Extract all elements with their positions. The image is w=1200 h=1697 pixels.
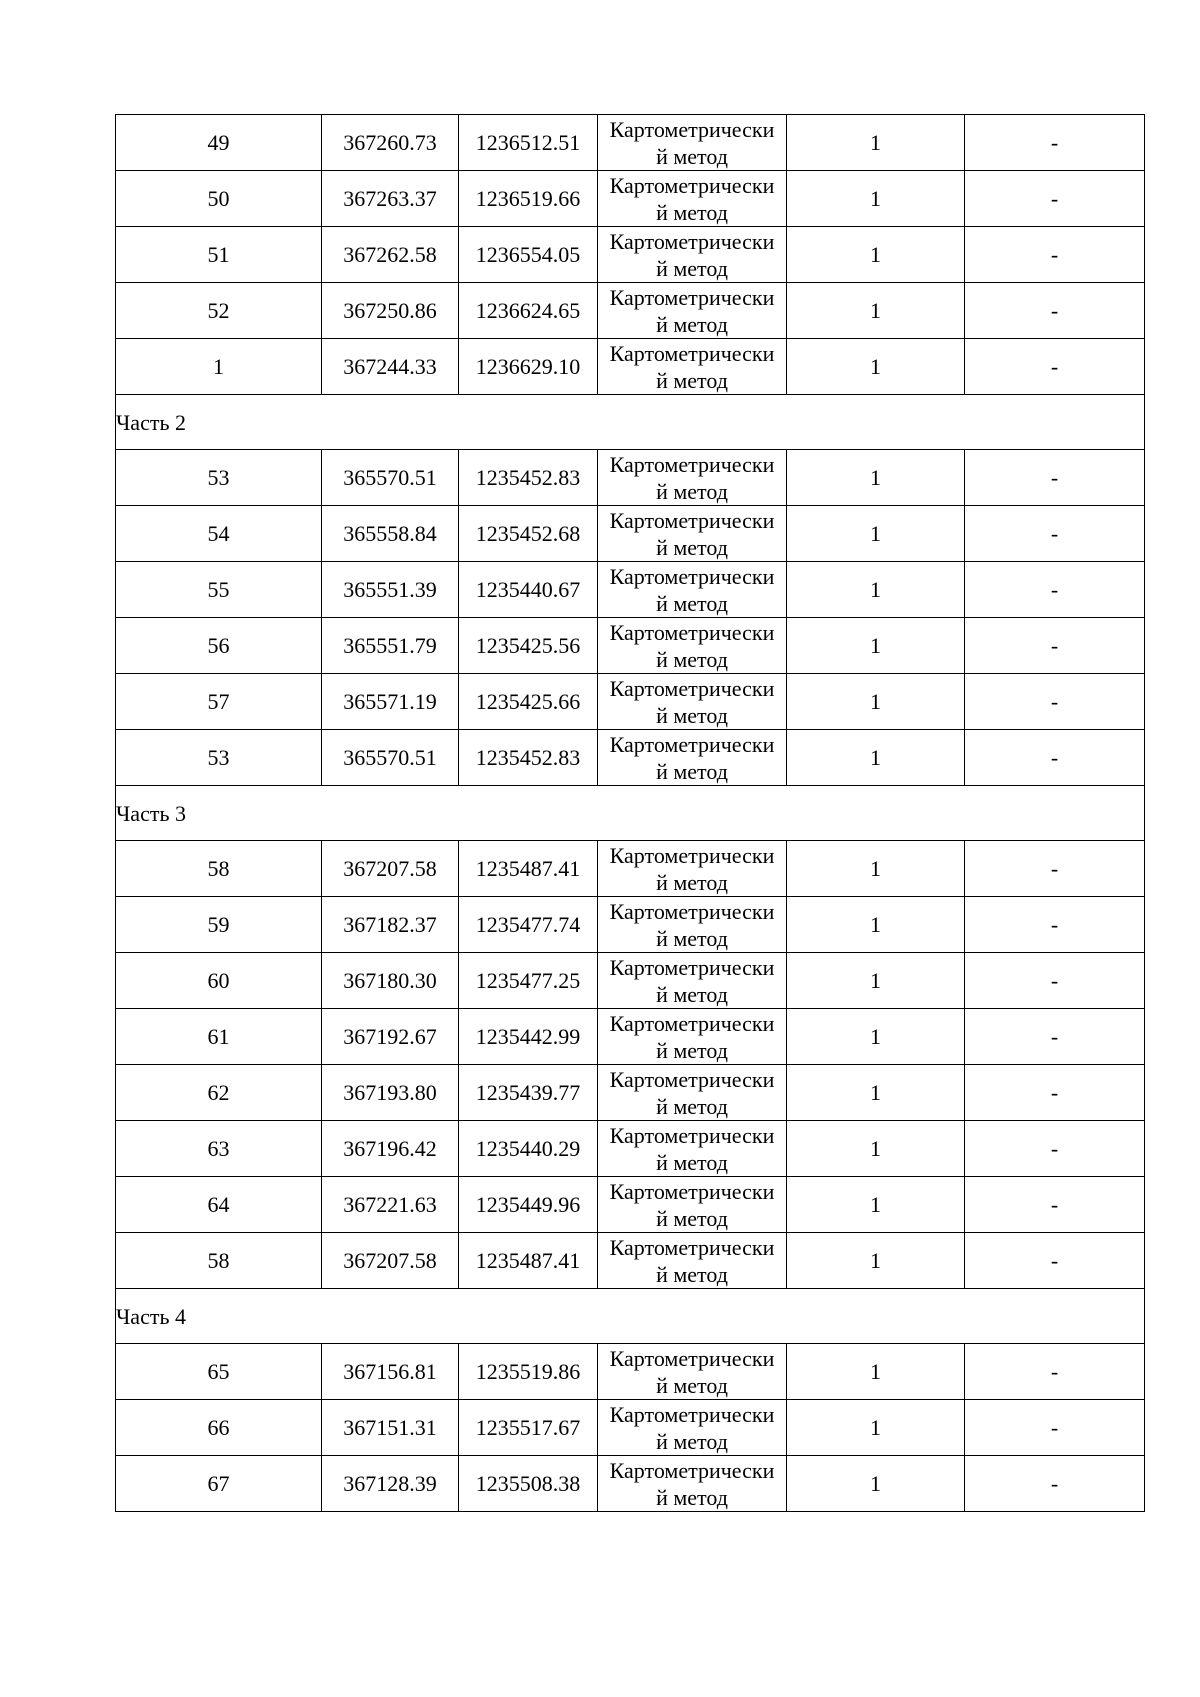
method-cell xyxy=(598,506,787,562)
description-cell: - xyxy=(965,897,1145,953)
table-row xyxy=(116,450,1145,506)
accuracy-cell: 1 xyxy=(787,953,965,1009)
accuracy-cell: 1 xyxy=(787,897,965,953)
table-row xyxy=(116,171,1145,227)
x-coordinate-cell: 367128.39 xyxy=(322,1456,459,1512)
method-cell xyxy=(598,450,787,506)
x-coordinate-cell: 367260.73 xyxy=(322,115,459,171)
method-text-line-1: Картометрически xyxy=(609,1011,775,1036)
method-text-line-2: й метод xyxy=(656,312,728,337)
section-label: Часть 4 xyxy=(116,1289,1145,1344)
method-text-line-2: й метод xyxy=(656,144,728,169)
point-number-cell: 67 xyxy=(116,1456,322,1512)
method-text-line-2: й метод xyxy=(656,1038,728,1063)
method-cell xyxy=(598,339,787,395)
method-cell xyxy=(598,618,787,674)
section-header-row xyxy=(116,786,1145,841)
description-cell: - xyxy=(965,227,1145,283)
method-text-line-1: Картометрически xyxy=(609,620,775,645)
description-cell: - xyxy=(965,1065,1145,1121)
method-cell xyxy=(598,171,787,227)
y-coordinate-cell: 1235425.66 xyxy=(459,674,598,730)
y-coordinate-cell: 1236624.65 xyxy=(459,283,598,339)
x-coordinate-cell: 367207.58 xyxy=(322,841,459,897)
y-coordinate-cell: 1235477.25 xyxy=(459,953,598,1009)
y-coordinate-cell: 1236519.66 xyxy=(459,171,598,227)
method-text-line-1: Картометрически xyxy=(609,1235,775,1260)
x-coordinate-cell: 367244.33 xyxy=(322,339,459,395)
point-number-cell: 53 xyxy=(116,450,322,506)
description-cell: - xyxy=(965,1344,1145,1400)
point-number-cell: 58 xyxy=(116,1233,322,1289)
table-row xyxy=(116,562,1145,618)
x-coordinate-cell: 367193.80 xyxy=(322,1065,459,1121)
y-coordinate-cell: 1235452.83 xyxy=(459,730,598,786)
table-row xyxy=(116,618,1145,674)
accuracy-cell: 1 xyxy=(787,1233,965,1289)
accuracy-cell: 1 xyxy=(787,1344,965,1400)
point-number-cell: 63 xyxy=(116,1121,322,1177)
y-coordinate-cell: 1235487.41 xyxy=(459,1233,598,1289)
method-text-line-2: й метод xyxy=(656,200,728,225)
table-row xyxy=(116,115,1145,171)
point-number-cell: 1 xyxy=(116,339,322,395)
method-text-line-2: й метод xyxy=(656,1150,728,1175)
section-header-row xyxy=(116,395,1145,450)
accuracy-cell: 1 xyxy=(787,1456,965,1512)
accuracy-cell: 1 xyxy=(787,450,965,506)
table-row xyxy=(116,506,1145,562)
method-cell xyxy=(598,1344,787,1400)
accuracy-cell: 1 xyxy=(787,339,965,395)
method-text-line-1: Картометрически xyxy=(609,341,775,366)
description-cell: - xyxy=(965,450,1145,506)
x-coordinate-cell: 367263.37 xyxy=(322,171,459,227)
method-text-line-2: й метод xyxy=(656,1373,728,1398)
x-coordinate-cell: 365551.39 xyxy=(322,562,459,618)
point-number-cell: 65 xyxy=(116,1344,322,1400)
method-cell xyxy=(598,1009,787,1065)
table-row xyxy=(116,1456,1145,1512)
method-text-line-1: Картометрически xyxy=(609,1123,775,1148)
description-cell: - xyxy=(965,339,1145,395)
table-row xyxy=(116,1065,1145,1121)
point-number-cell: 51 xyxy=(116,227,322,283)
x-coordinate-cell: 365570.51 xyxy=(322,730,459,786)
method-cell xyxy=(598,1177,787,1233)
method-text-line-2: й метод xyxy=(656,1429,728,1454)
accuracy-cell: 1 xyxy=(787,730,965,786)
description-cell: - xyxy=(965,115,1145,171)
method-text-line-2: й метод xyxy=(656,1206,728,1231)
x-coordinate-cell: 367151.31 xyxy=(322,1400,459,1456)
table-row xyxy=(116,1121,1145,1177)
method-text-line-2: й метод xyxy=(656,535,728,560)
method-text-line-1: Картометрически xyxy=(609,955,775,980)
method-cell xyxy=(598,897,787,953)
description-cell: - xyxy=(965,953,1145,1009)
method-cell xyxy=(598,227,787,283)
y-coordinate-cell: 1235517.67 xyxy=(459,1400,598,1456)
description-cell: - xyxy=(965,1456,1145,1512)
method-text-line-1: Картометрически xyxy=(609,1346,775,1371)
point-number-cell: 61 xyxy=(116,1009,322,1065)
table-row xyxy=(116,339,1145,395)
method-cell xyxy=(598,1121,787,1177)
table-row xyxy=(116,227,1145,283)
method-cell xyxy=(598,953,787,1009)
table-row xyxy=(116,1400,1145,1456)
description-cell: - xyxy=(965,562,1145,618)
point-number-cell: 62 xyxy=(116,1065,322,1121)
method-cell xyxy=(598,283,787,339)
section-header-row xyxy=(116,1289,1145,1344)
x-coordinate-cell: 365558.84 xyxy=(322,506,459,562)
method-text-line-2: й метод xyxy=(656,368,728,393)
point-number-cell: 54 xyxy=(116,506,322,562)
point-number-cell: 60 xyxy=(116,953,322,1009)
table-row xyxy=(116,1177,1145,1233)
method-text-line-1: Картометрически xyxy=(609,1179,775,1204)
table-row xyxy=(116,1233,1145,1289)
point-number-cell: 56 xyxy=(116,618,322,674)
method-text-line-1: Картометрически xyxy=(609,1458,775,1483)
x-coordinate-cell: 367221.63 xyxy=(322,1177,459,1233)
y-coordinate-cell: 1235452.83 xyxy=(459,450,598,506)
method-text-line-1: Картометрически xyxy=(609,1067,775,1092)
coordinates-table xyxy=(115,114,1145,1512)
accuracy-cell: 1 xyxy=(787,1009,965,1065)
x-coordinate-cell: 367250.86 xyxy=(322,283,459,339)
y-coordinate-cell: 1235452.68 xyxy=(459,506,598,562)
method-cell xyxy=(598,562,787,618)
accuracy-cell: 1 xyxy=(787,1177,965,1233)
method-text-line-2: й метод xyxy=(656,591,728,616)
method-text-line-1: Картометрически xyxy=(609,229,775,254)
y-coordinate-cell: 1236629.10 xyxy=(459,339,598,395)
y-coordinate-cell: 1235442.99 xyxy=(459,1009,598,1065)
accuracy-cell: 1 xyxy=(787,506,965,562)
method-text-line-2: й метод xyxy=(656,703,728,728)
description-cell: - xyxy=(965,674,1145,730)
method-text-line-2: й метод xyxy=(656,1262,728,1287)
method-text-line-1: Картометрически xyxy=(609,1402,775,1427)
table-row xyxy=(116,1009,1145,1065)
point-number-cell: 57 xyxy=(116,674,322,730)
method-text-line-2: й метод xyxy=(656,1094,728,1119)
point-number-cell: 64 xyxy=(116,1177,322,1233)
method-cell xyxy=(598,1400,787,1456)
method-text-line-1: Картометрически xyxy=(609,676,775,701)
description-cell: - xyxy=(965,1121,1145,1177)
method-text-line-1: Картометрически xyxy=(609,117,775,142)
method-text-line-1: Картометрически xyxy=(609,285,775,310)
method-text-line-1: Картометрически xyxy=(609,508,775,533)
x-coordinate-cell: 367182.37 xyxy=(322,897,459,953)
table-row xyxy=(116,897,1145,953)
method-cell xyxy=(598,730,787,786)
x-coordinate-cell: 365571.19 xyxy=(322,674,459,730)
coordinates-table-body xyxy=(116,115,1145,1512)
accuracy-cell: 1 xyxy=(787,674,965,730)
y-coordinate-cell: 1236554.05 xyxy=(459,227,598,283)
method-text-line-2: й метод xyxy=(656,926,728,951)
description-cell: - xyxy=(965,506,1145,562)
y-coordinate-cell: 1235440.67 xyxy=(459,562,598,618)
y-coordinate-cell: 1235440.29 xyxy=(459,1121,598,1177)
method-text-line-1: Картометрически xyxy=(609,732,775,757)
method-cell xyxy=(598,1233,787,1289)
x-coordinate-cell: 367262.58 xyxy=(322,227,459,283)
accuracy-cell: 1 xyxy=(787,562,965,618)
accuracy-cell: 1 xyxy=(787,171,965,227)
description-cell: - xyxy=(965,1400,1145,1456)
x-coordinate-cell: 367156.81 xyxy=(322,1344,459,1400)
x-coordinate-cell: 367207.58 xyxy=(322,1233,459,1289)
y-coordinate-cell: 1235487.41 xyxy=(459,841,598,897)
accuracy-cell: 1 xyxy=(787,227,965,283)
method-text-line-1: Картометрически xyxy=(609,564,775,589)
method-text-line-2: й метод xyxy=(656,982,728,1007)
method-text-line-1: Картометрически xyxy=(609,899,775,924)
method-cell xyxy=(598,674,787,730)
point-number-cell: 53 xyxy=(116,730,322,786)
table-row xyxy=(116,674,1145,730)
y-coordinate-cell: 1235477.74 xyxy=(459,897,598,953)
description-cell: - xyxy=(965,1233,1145,1289)
method-text-line-2: й метод xyxy=(656,647,728,672)
x-coordinate-cell: 365570.51 xyxy=(322,450,459,506)
method-text-line-2: й метод xyxy=(656,1485,728,1510)
y-coordinate-cell: 1236512.51 xyxy=(459,115,598,171)
method-cell xyxy=(598,1065,787,1121)
accuracy-cell: 1 xyxy=(787,841,965,897)
table-row xyxy=(116,730,1145,786)
y-coordinate-cell: 1235508.38 xyxy=(459,1456,598,1512)
method-text-line-1: Картометрически xyxy=(609,843,775,868)
point-number-cell: 52 xyxy=(116,283,322,339)
method-text-line-2: й метод xyxy=(656,256,728,281)
point-number-cell: 49 xyxy=(116,115,322,171)
point-number-cell: 55 xyxy=(116,562,322,618)
y-coordinate-cell: 1235449.96 xyxy=(459,1177,598,1233)
accuracy-cell: 1 xyxy=(787,115,965,171)
description-cell: - xyxy=(965,283,1145,339)
method-text-line-2: й метод xyxy=(656,870,728,895)
table-row xyxy=(116,283,1145,339)
description-cell: - xyxy=(965,1009,1145,1065)
point-number-cell: 59 xyxy=(116,897,322,953)
method-text-line-2: й метод xyxy=(656,759,728,784)
section-label: Часть 3 xyxy=(116,786,1145,841)
y-coordinate-cell: 1235519.86 xyxy=(459,1344,598,1400)
y-coordinate-cell: 1235439.77 xyxy=(459,1065,598,1121)
description-cell: - xyxy=(965,171,1145,227)
point-number-cell: 50 xyxy=(116,171,322,227)
accuracy-cell: 1 xyxy=(787,618,965,674)
description-cell: - xyxy=(965,618,1145,674)
x-coordinate-cell: 367192.67 xyxy=(322,1009,459,1065)
table-row xyxy=(116,953,1145,1009)
accuracy-cell: 1 xyxy=(787,283,965,339)
method-text-line-1: Картометрически xyxy=(609,452,775,477)
method-cell xyxy=(598,1456,787,1512)
description-cell: - xyxy=(965,730,1145,786)
x-coordinate-cell: 365551.79 xyxy=(322,618,459,674)
point-number-cell: 66 xyxy=(116,1400,322,1456)
method-text-line-1: Картометрически xyxy=(609,173,775,198)
point-number-cell: 58 xyxy=(116,841,322,897)
description-cell: - xyxy=(965,841,1145,897)
y-coordinate-cell: 1235425.56 xyxy=(459,618,598,674)
x-coordinate-cell: 367196.42 xyxy=(322,1121,459,1177)
method-cell xyxy=(598,841,787,897)
method-text-line-2: й метод xyxy=(656,479,728,504)
x-coordinate-cell: 367180.30 xyxy=(322,953,459,1009)
accuracy-cell: 1 xyxy=(787,1400,965,1456)
accuracy-cell: 1 xyxy=(787,1065,965,1121)
table-row xyxy=(116,1344,1145,1400)
method-cell xyxy=(598,115,787,171)
table-row xyxy=(116,841,1145,897)
description-cell: - xyxy=(965,1177,1145,1233)
accuracy-cell: 1 xyxy=(787,1121,965,1177)
section-label: Часть 2 xyxy=(116,395,1145,450)
